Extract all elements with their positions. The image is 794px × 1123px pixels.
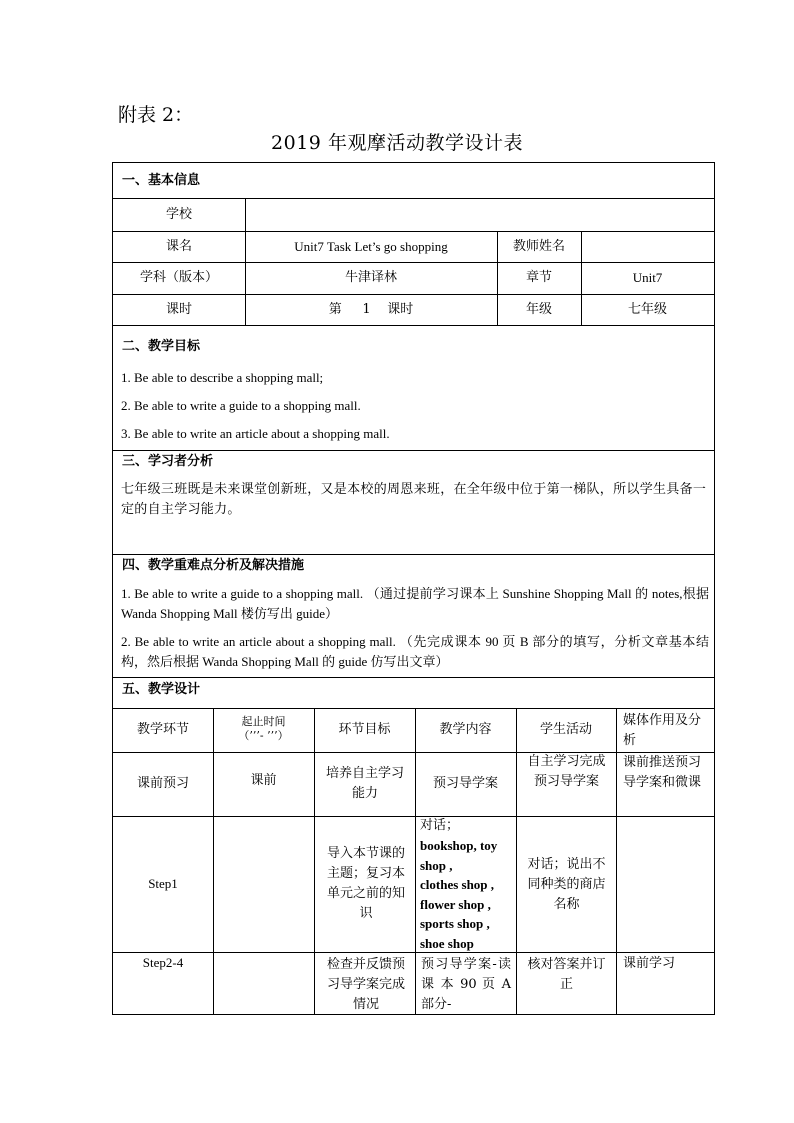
- row-divider: [113, 677, 714, 678]
- row3-content: 预习导学案-读 课 本 90 页 A 部分-: [421, 957, 511, 1012]
- grade-label: 年级: [525, 302, 552, 317]
- row2-content-shop-list: [420, 836, 497, 953]
- chapter-label: 章节: [525, 270, 552, 285]
- row3-goal: 检查并反馈预习导学案完成情况: [326, 957, 405, 1012]
- section-heading-key-points: 四、教学重难点分析及解决措施: [122, 558, 305, 573]
- row1-time: 课前: [250, 773, 277, 788]
- row-divider: [113, 231, 714, 232]
- row2-goal: 导入本节课的主题；复习本单元之前的知识: [326, 846, 405, 921]
- shop-item: sports shop ,: [420, 916, 490, 931]
- row2-activity: 对话；说出不同种类的商店名称: [527, 857, 606, 912]
- section-heading-objectives: 二、教学目标: [122, 339, 201, 354]
- row-divider: [113, 450, 714, 451]
- grade-value: 七年级: [627, 302, 667, 317]
- section-heading-learner-analysis: 三、学习者分析: [122, 454, 214, 469]
- col-divider: [314, 708, 315, 1015]
- objective-item: 3. Be able to write an article about a shopping mall.: [121, 426, 390, 441]
- row-divider: [113, 708, 714, 709]
- column-header-content: 教学内容: [439, 722, 492, 737]
- shop-item: shop ,: [420, 857, 453, 873]
- col-divider: [516, 708, 517, 1015]
- document-title: 2019 年观摩活动教学设计表: [271, 132, 523, 154]
- col-divider: [415, 708, 416, 1015]
- section-heading-basic-info: 一、基本信息: [122, 173, 201, 188]
- column-header-media: 媒体作用及分析: [623, 713, 702, 748]
- row3-activity: 核对答案并订正: [527, 957, 606, 992]
- period-label: 课时: [165, 302, 192, 317]
- row-divider: [113, 294, 714, 295]
- course-value: Unit7 Task Let’s go shopping: [294, 239, 448, 254]
- row-divider: [113, 198, 714, 199]
- row-divider: [113, 325, 714, 326]
- col-divider: [213, 708, 214, 1015]
- column-header-time-format: （’’’- ’’’）: [238, 729, 289, 742]
- shop-item: flower shop ,: [420, 896, 491, 912]
- row-divider: [113, 262, 714, 263]
- design-table: [112, 162, 715, 1015]
- col-divider: [616, 708, 617, 1015]
- objective-item: 1. Be able to describe a shopping mall;: [121, 370, 324, 385]
- shop-item: shoe shop: [420, 935, 474, 951]
- row-divider: [113, 816, 714, 817]
- chapter-value: Unit7: [632, 270, 663, 285]
- key-point-item-2: 2. Be able to write an article about a shopping mall. （先完成课本 90 页 B 部分的填写，分析文章基本结构，然后根据 Wanda Shopping Mall 的 guide 仿写出文章）: [121, 634, 709, 669]
- teacher-label: 教师姓名: [512, 239, 565, 254]
- row2-content-intro: 对话；: [420, 818, 460, 833]
- subject-label: 学科（版本）: [139, 270, 218, 285]
- learner-analysis-text: 七年级三班既是未来课堂创新班，又是本校的周恩来班，在全年级中位于第一梯队，所以学生具备一定的自主学习能力。: [121, 482, 707, 517]
- course-label: 课名: [165, 239, 192, 254]
- key-point-item-1: 1. Be able to write a guide to a shopping mall. （通过提前学习课本上 Sunshine Shopping Mall 的 notes,根据 Wanda Shopping Mall 楼仿写出 guide）: [121, 586, 709, 621]
- row3-media: 课前学习: [623, 956, 676, 971]
- column-header-goal: 环节目标: [338, 722, 391, 737]
- shop-item: clothes shop ,: [420, 877, 495, 892]
- row-divider: [113, 952, 714, 953]
- column-header-stage: 教学环节: [136, 722, 189, 737]
- row3-stage: Step2-4: [142, 955, 184, 970]
- row2-stage: Step1: [148, 876, 178, 891]
- school-label: 学校: [165, 207, 192, 222]
- period-value: 第 1 课时: [328, 302, 414, 317]
- subject-value: 牛津译林: [344, 270, 397, 285]
- row1-media: 课前推送预习导学案和微课: [623, 755, 702, 790]
- column-header-activity: 学生活动: [539, 722, 592, 737]
- section-heading-design: 五、教学设计: [122, 682, 201, 697]
- shop-item: bookshop, toy: [420, 838, 498, 853]
- row1-goal: 培养自主学习能力: [325, 766, 404, 801]
- row1-content: 预习导学案: [432, 776, 498, 791]
- objective-item: 2. Be able to write a guide to a shopping mall.: [121, 398, 361, 413]
- row1-stage: 课前预习: [136, 776, 189, 791]
- row-divider: [113, 554, 714, 555]
- row1-activity: 自主学习完成预习导学案: [527, 754, 606, 789]
- column-header-time: 起止时间: [241, 715, 286, 728]
- appendix-label: 附表 2：: [118, 104, 194, 126]
